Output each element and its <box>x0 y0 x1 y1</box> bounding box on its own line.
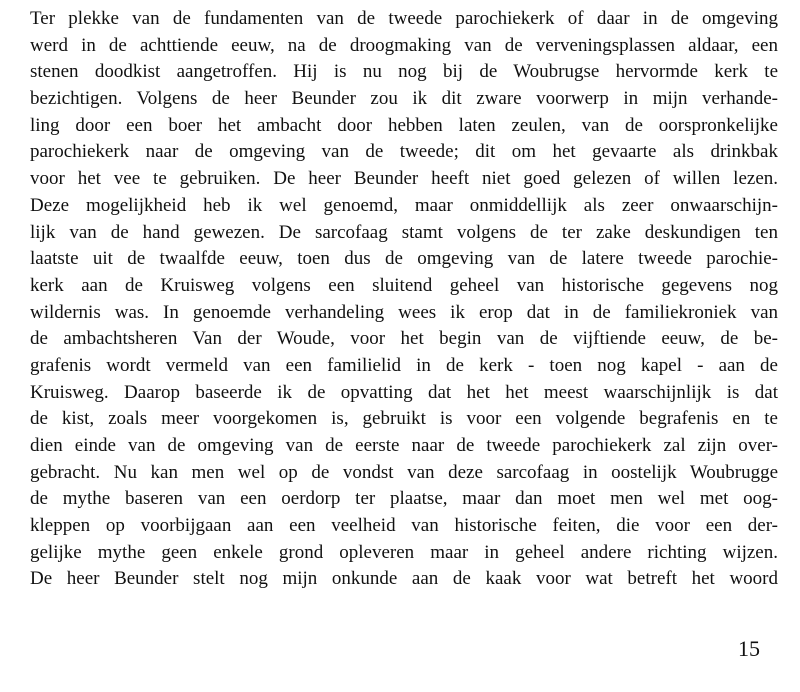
text-line: wildernis was. In genoemde verhandeling wees ik erop dat in de familiekroniek van <box>30 301 778 323</box>
text-line: stenen doodkist aangetroffen. Hij is nu nog bij de Woubrugse hervormde kerk te <box>30 61 778 83</box>
text-line: de kist, zoals meer voorgekomen is, gebruikt is voor een volgende begrafenis en te <box>30 408 778 430</box>
text-line: ling door een boer het ambacht door hebben laten zeulen, van de oorspronkelijke <box>30 114 778 136</box>
text-line: werd in de achttiende eeuw, na de droogmaking van de verveningsplassen aldaar, een <box>30 34 778 56</box>
text-line: dien einde van de omgeving van de eerste naar de tweede parochiekerk zal zijn over- <box>30 435 778 456</box>
text-line: lijk van de hand gewezen. De sarcofaag stamt volgens de ter zake deskundigen ten <box>30 221 778 243</box>
text-line: de mythe baseren van een oerdorp ter plaatse, maar dan moet men wel met oog- <box>30 488 778 510</box>
page-number: 15 <box>738 636 760 661</box>
text-line: Ter plekke van de fundamenten van de tweede parochiekerk of daar in de omgeving <box>30 8 778 29</box>
text-line: De heer Beunder stelt nog mijn onkunde aan de kaak voor wat betreft het woord <box>30 568 778 590</box>
text-line: kleppen op voorbijgaan aan een veelheid van historische feiten, die voor een der- <box>30 515 778 537</box>
text-line: grafenis wordt vermeld van een familielid in de kerk - toen nog kapel - aan de <box>30 354 778 376</box>
text-line: Kruisweg. Daarop baseerde ik de opvatting dat het het meest waarschijnlijk is dat <box>30 381 778 403</box>
text-line: parochiekerk naar de omgeving van de tweede; dit om het gevaarte als drinkbak <box>30 141 778 163</box>
text-line: voor het vee te gebruiken. De heer Beunder heeft niet goed gelezen of willen lezen. <box>30 168 778 190</box>
body-text <box>30 6 778 593</box>
text-line: bezichtigen. Volgens de heer Beunder zou ik dit zware voorwerp in mijn verhande- <box>30 88 778 110</box>
text-line: laatste uit de twaalfde eeuw, toen dus de omgeving van de latere tweede parochie- <box>30 248 778 270</box>
text-line: kerk aan de Kruisweg volgens een sluitend geheel van historische gegevens nog <box>30 274 778 296</box>
text-line: de ambachtsheren Van der Woude, voor het begin van de vijftiende eeuw, de be- <box>30 328 778 350</box>
text-line: gebracht. Nu kan men wel op de vondst van deze sarcofaag in oostelijk Woubrugge <box>30 461 778 483</box>
text-line: Deze mogelijkheid heb ik wel genoemd, maar onmiddellijk als zeer onwaarschijn- <box>30 194 778 216</box>
text-line: gelijke mythe geen enkele grond opleveren maar in geheel andere richting wijzen. <box>30 541 778 563</box>
